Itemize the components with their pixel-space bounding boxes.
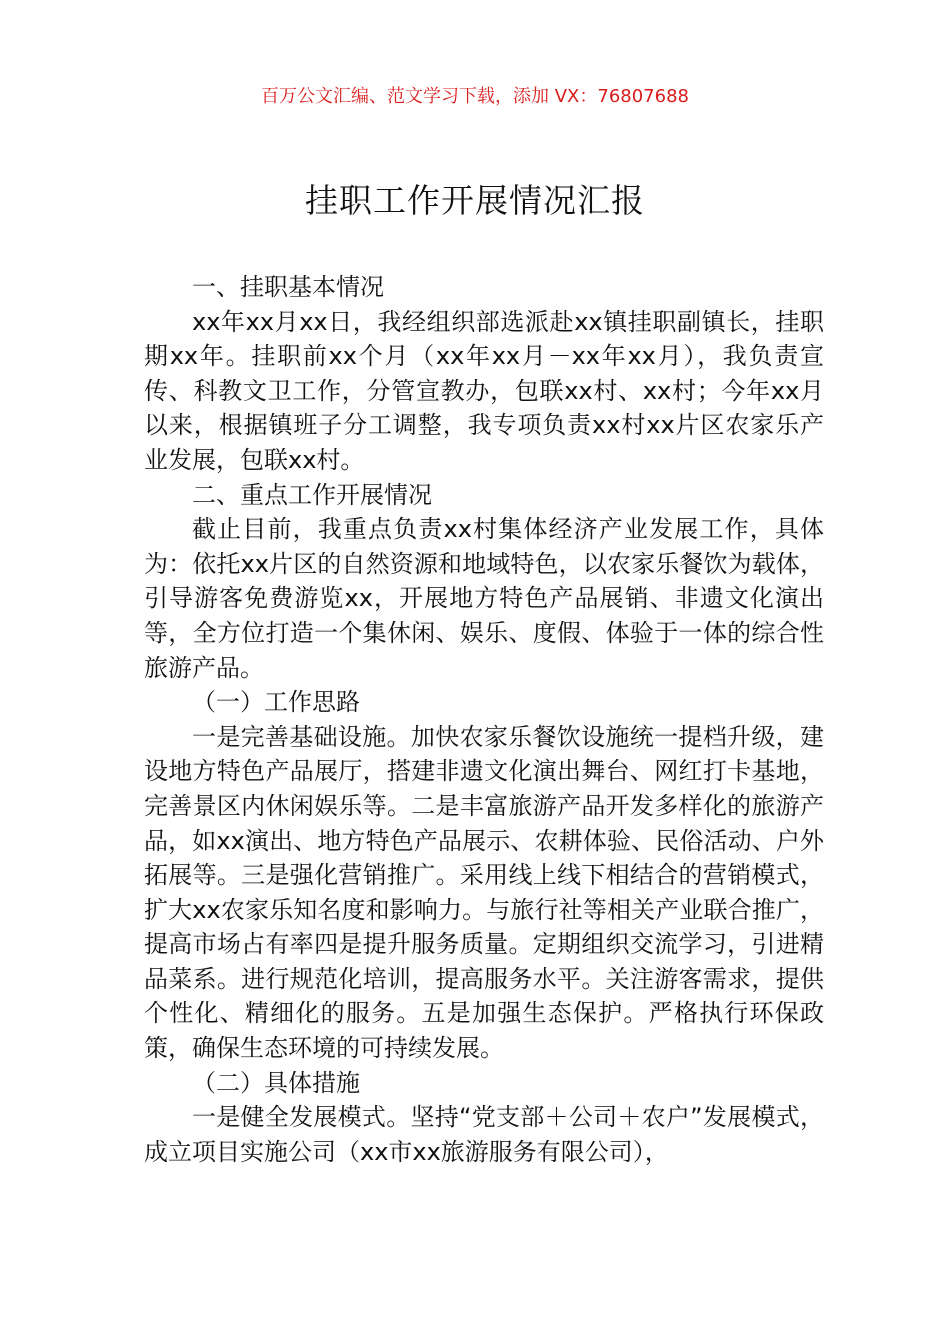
paragraph-key-work: 截止目前，我重点负责xx村集体经济产业发展工作，具体为：依托xx片区的自然资源和地域特色，以农家乐餐饮为载体，引导游客免费游览xx，开展地方特色产品展销、非遗文化演出等，全方位打造一个集休闲、娱乐、度假、体验于一体的综合性旅游产品。 <box>144 515 824 682</box>
subsection-heading-work-ideas: （一）工作思路 <box>192 688 360 717</box>
document-title: 挂职工作开展情况汇报 <box>305 181 645 220</box>
section-heading-key-work: 二、重点工作开展情况 <box>192 480 432 509</box>
subsection-heading-measures: （二）具体措施 <box>192 1068 360 1097</box>
paragraph-work-ideas: 一是完善基础设施。加快农家乐餐饮设施统一提档升级，建设地方特色产品展厅，搭建非遗文化演出舞台、网红打卡基地，完善景区内休闲娱乐等。二是丰富旅游产品开发多样化的旅游产品，如xx演出、地方特色产品展示、农耕体验、民俗活动、户外拓展等。三是强化营销推广。采用线上线下相结合的营销模式，扩大xx农家乐知名度和影响力。与旅行社等相关产业联合推广，提高市场占有率四是提升服务质量。定期组织交流学习，引进精品菜系。进行规范化培训，提高服务水平。关注游客需求，提供个性化、精细化的服务。五是加强生态保护。严格执行环保政策，确保生态环境的可持续发展。 <box>144 722 824 1063</box>
header-watermark-note: 百万公文汇编、范文学习下载，添加 VX：76807688 <box>261 86 689 107</box>
document-body <box>144 270 824 1169</box>
section-heading-basic-info: 一、挂职基本情况 <box>192 273 384 301</box>
paragraph-measures: 一是健全发展模式。坚持“党支部＋公司＋农户”发展模式，成立项目实施公司（xx市xx旅游服务有限公司）， <box>144 1103 824 1166</box>
paragraph-basic-info: xx年xx月xx日，我经组织部选派赴xx镇挂职副镇长，挂职期xx年。挂职前xx个月（xx年xx月－xx年xx月），我负责宣传、科教文卫工作，分管宣教办，包联xx村、xx村；今年xx月以来，根据镇班子分工调整，我专项负责xx村xx片区农家乐产业发展，包联xx村。 <box>144 307 824 474</box>
